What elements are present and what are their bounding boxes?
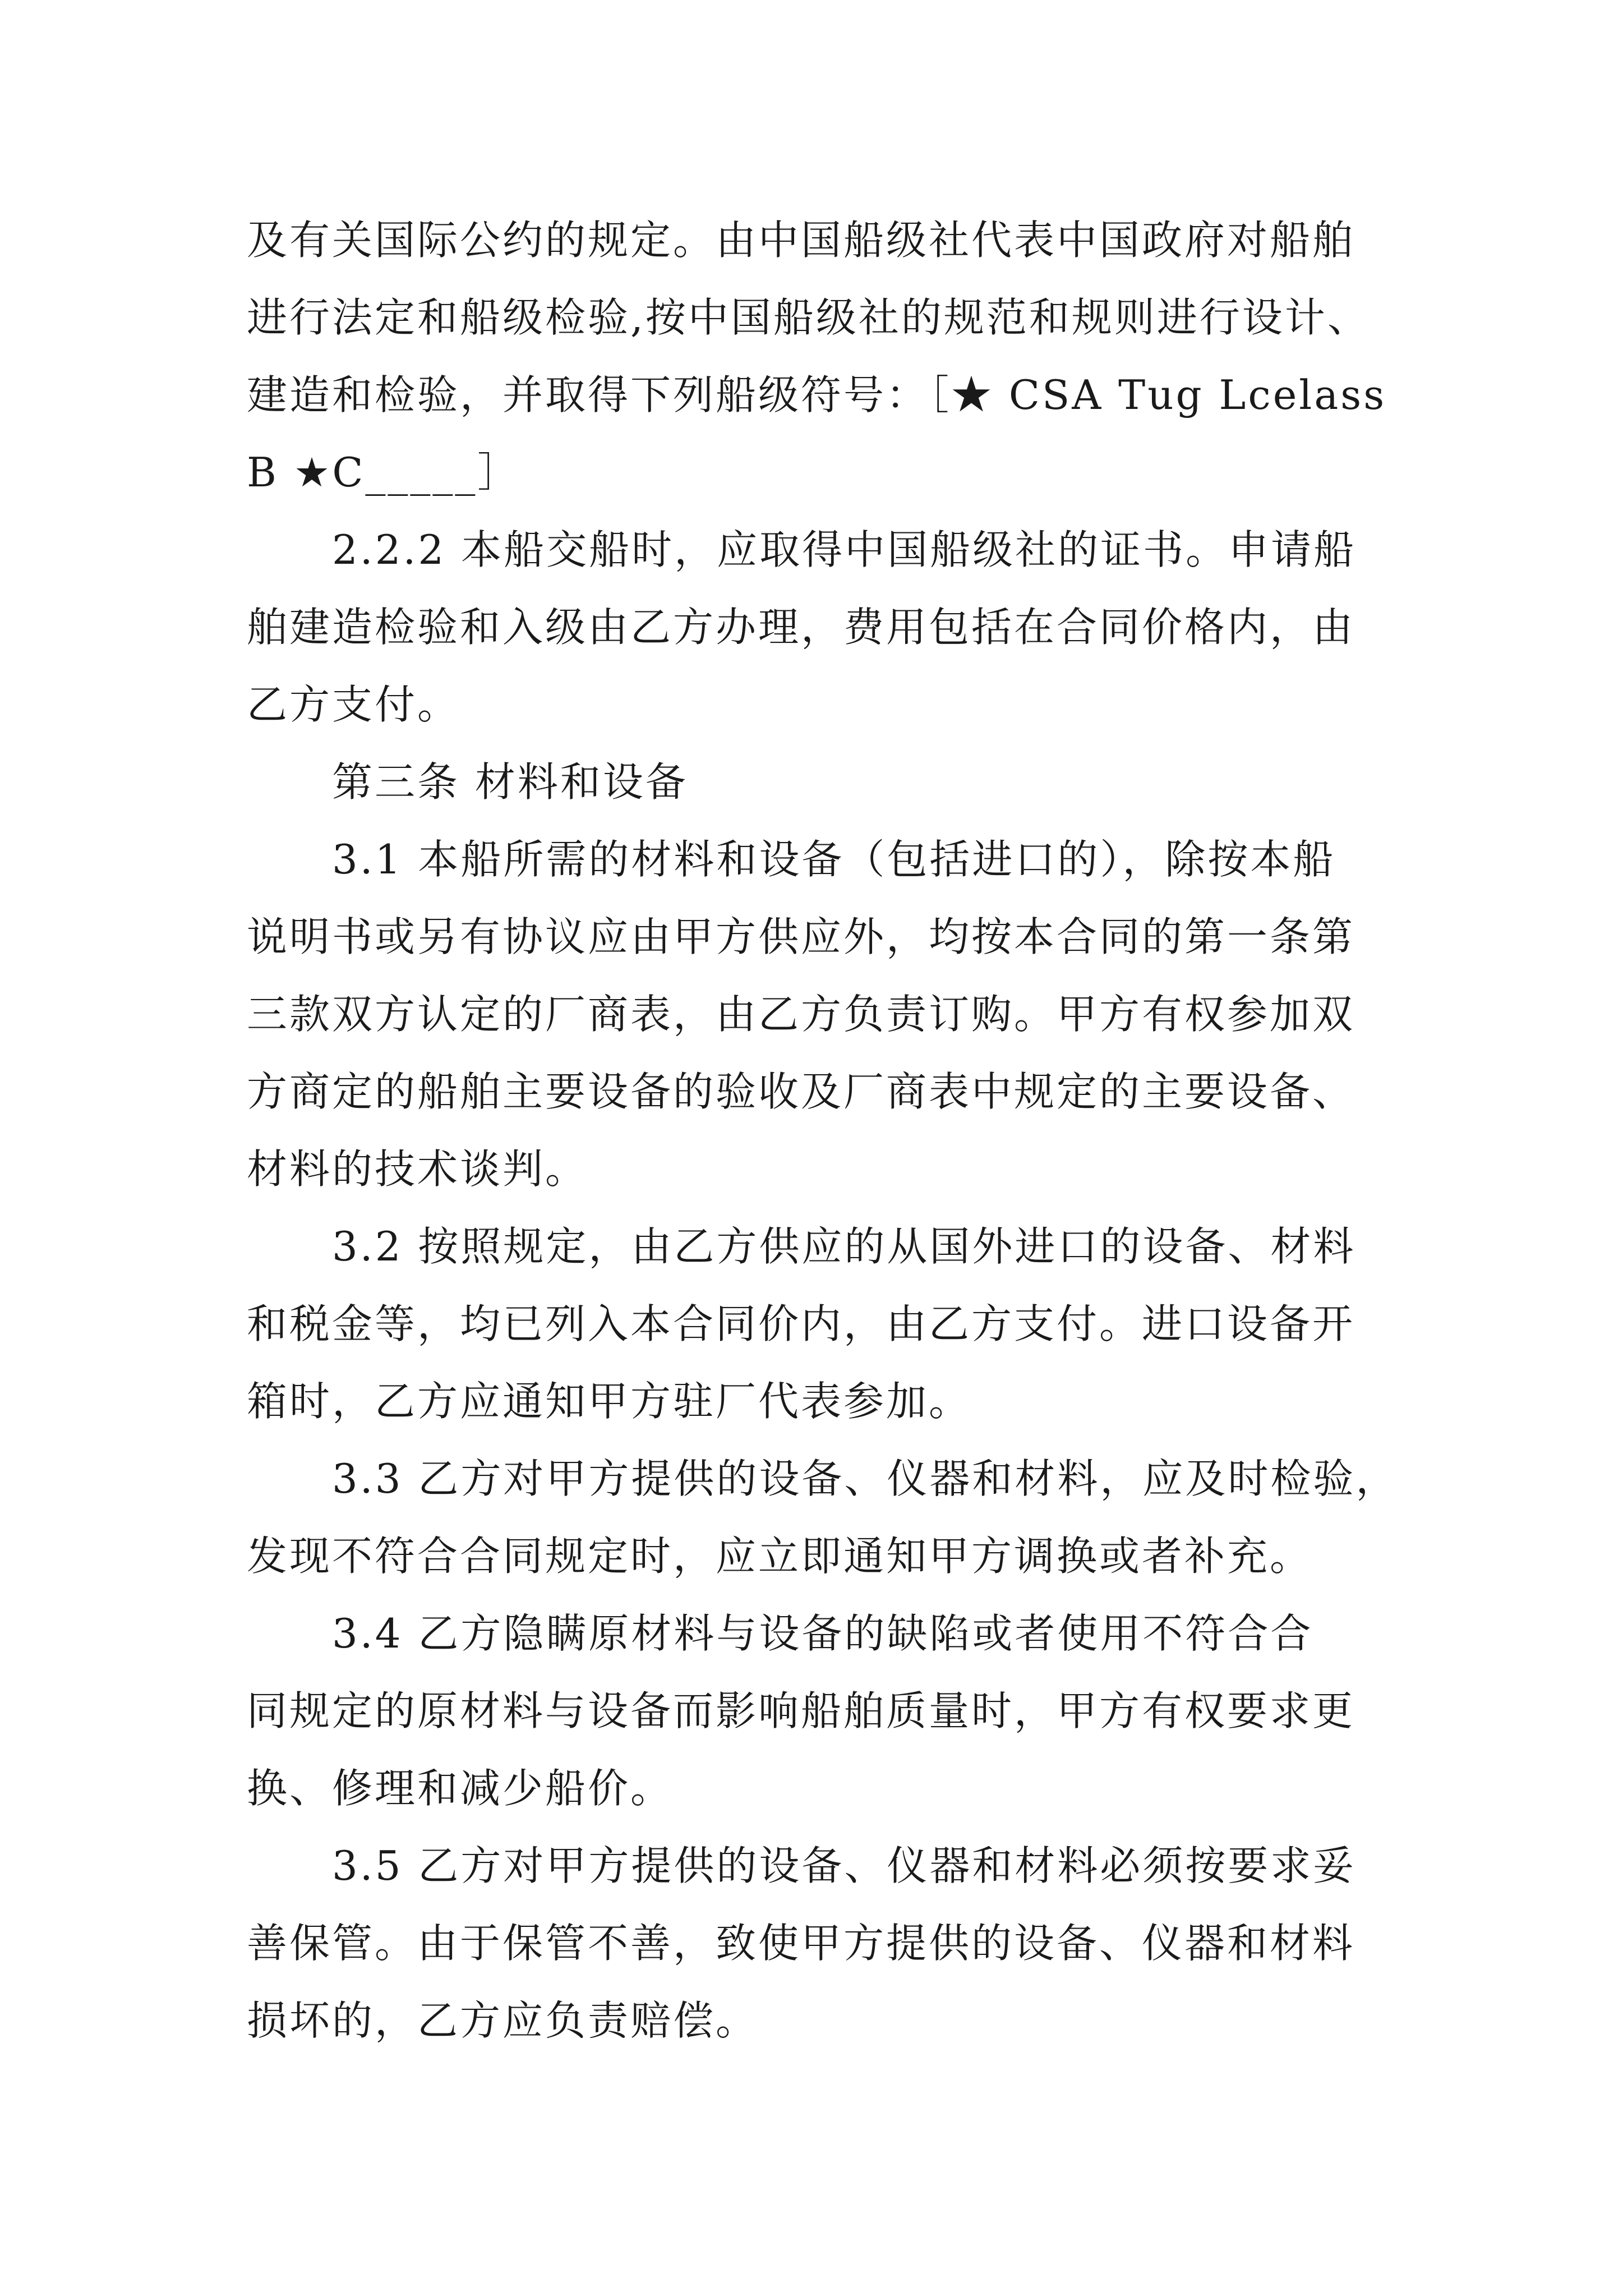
text-line: 方商定的船舶主要设备的验收及厂商表中规定的主要设备、 <box>247 1068 1355 1115</box>
text-line: 换、修理和减少船价。 <box>247 1765 674 1812</box>
text-line: 三款双方认定的厂商表，由乙方负责订购。甲方有权参加双 <box>247 991 1355 1038</box>
text-line: 说明书或另有协议应由甲方供应外，均按本合同的第一条第 <box>247 913 1355 960</box>
text-line: 进行法定和船级检验,按中国船级社的规范和规则进行设计、 <box>247 294 1370 341</box>
text-line: 舶建造检验和入级由乙方办理，费用包括在合同价格内，由 <box>247 604 1355 651</box>
text-line: 损坏的，乙方应负责赔偿。 <box>247 1997 759 2044</box>
text-line: 乙方支付。 <box>247 681 460 728</box>
paragraph-3-4-start: 3.4 乙方隐瞒原材料与设备的缺陷或者使用不符合合 <box>332 1610 1313 1657</box>
paragraph-3-5-start: 3.5 乙方对甲方提供的设备、仪器和材料必须按要求妥 <box>332 1842 1356 1889</box>
paragraph-3-2-start: 3.2 按照规定，由乙方供应的从国外进口的设备、材料 <box>332 1223 1356 1270</box>
text-line: 同规定的原材料与设备而影响船舶质量时，甲方有权要求更 <box>247 1687 1355 1734</box>
paragraph-3-1-start: 3.1 本船所需的材料和设备（包括进口的），除按本船 <box>332 836 1336 883</box>
text-line: 箱时，乙方应通知甲方驻厂代表参加。 <box>247 1378 972 1425</box>
text-line: B ★C_____］ <box>247 449 520 496</box>
text-line: 善保管。由于保管不善，致使甲方提供的设备、仪器和材料 <box>247 1920 1355 1967</box>
text-line: 和税金等，均已列入本合同价内，由乙方支付。进口设备开 <box>247 1300 1355 1347</box>
text-line: 材料的技术谈判。 <box>247 1145 588 1193</box>
text-line: 建造和检验，并取得下列船级符号：［★ CSA Tug Lcelass <box>247 371 1387 418</box>
section-heading: 第三条 材料和设备 <box>332 758 688 806</box>
paragraph-3-3-start: 3.3 乙方对甲方提供的设备、仪器和材料，应及时检验， <box>332 1455 1399 1502</box>
text-line: 发现不符合合同规定时，应立即通知甲方调换或者补充。 <box>247 1533 1313 1580</box>
paragraph-2-2-2-start: 2.2.2 本船交船时，应取得中国船级社的证书。申请船 <box>332 526 1357 573</box>
text-line: 及有关国际公约的规定。由中国船级社代表中国政府对船舶 <box>247 217 1355 264</box>
